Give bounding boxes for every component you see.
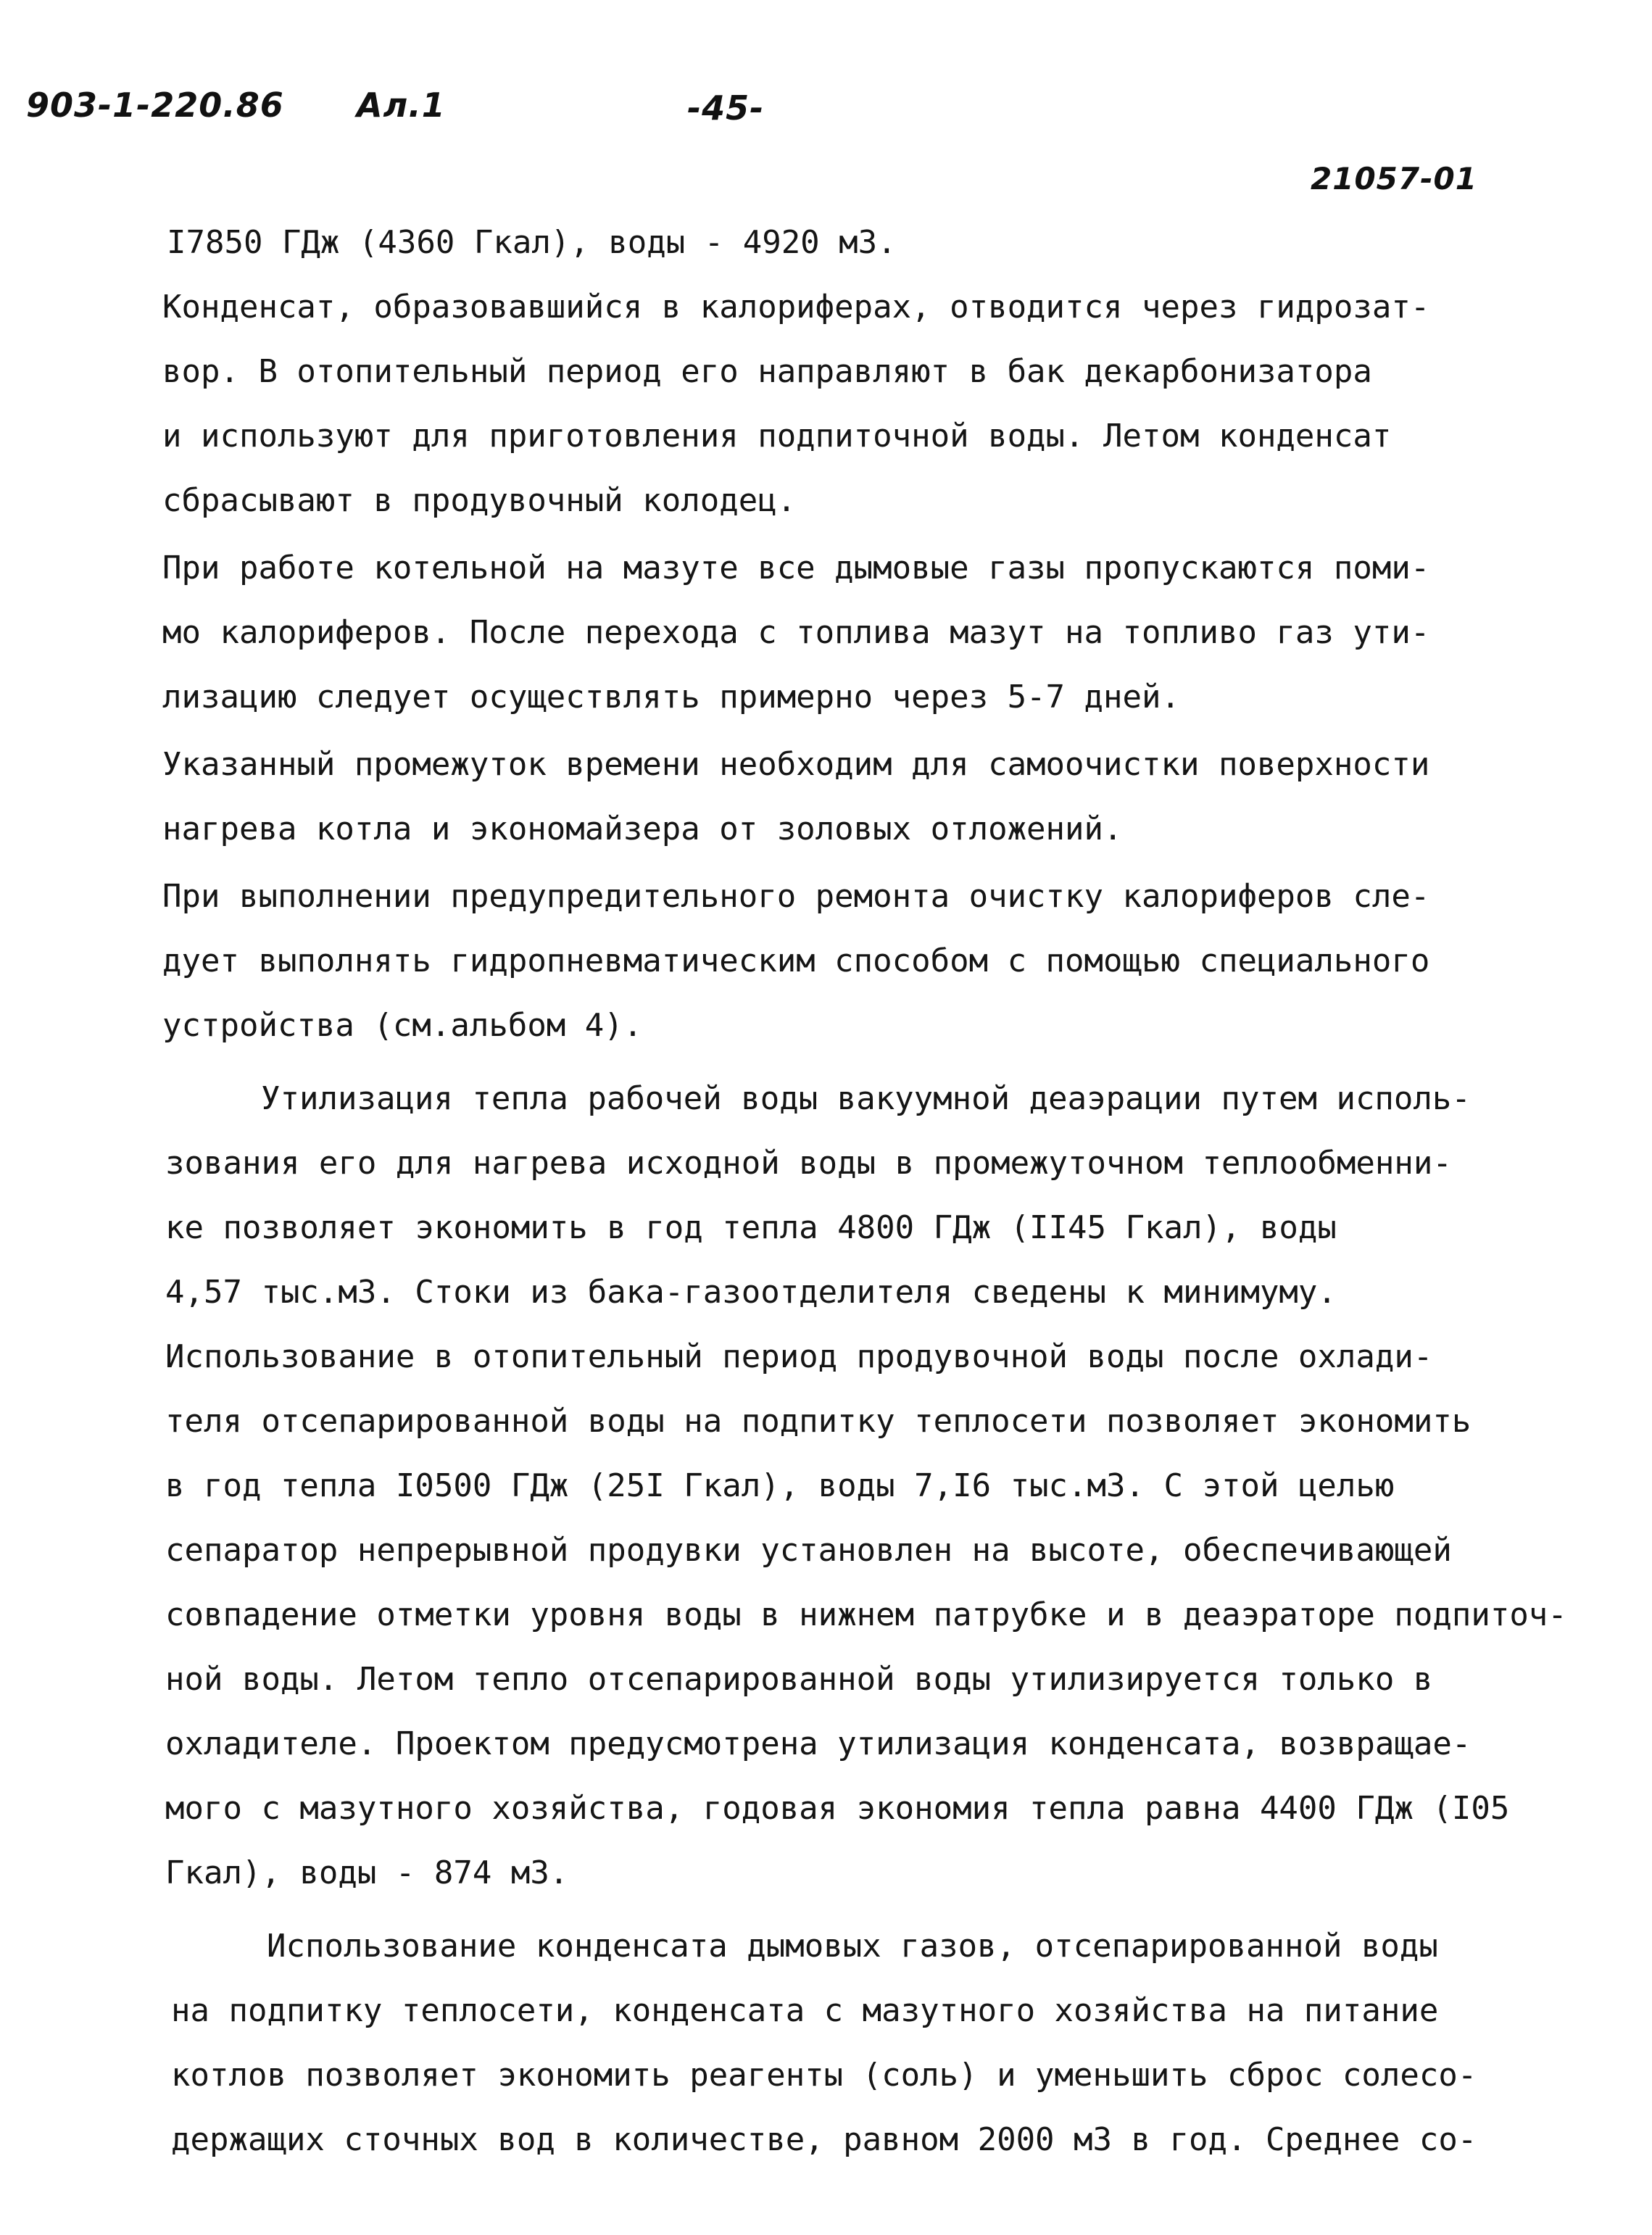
text-line: на подпитку теплосети, конденсата с мазутного хозяйства на питание xyxy=(171,1992,1439,2029)
text-line: сбрасывают в продувочный колодец. xyxy=(162,482,797,519)
text-line: держащих сточных вод в количестве, равном 2000 м3 в год. Среднее со- xyxy=(171,2121,1477,2158)
document-code: 903-1-220.86 xyxy=(26,86,284,125)
text-line: При выполнении предупредительного ремонта очистку калориферов сле- xyxy=(162,878,1430,915)
text-line: мо калориферов. После перехода с топлива мазут на топливо газ ути- xyxy=(162,614,1430,651)
text-line: в год тепла I0500 ГДж (25I Гкал), воды 7,I6 тыс.м3. С этой целью xyxy=(165,1467,1395,1504)
text-line: и используют для приготовления подпиточной воды. Летом конденсат xyxy=(162,418,1392,455)
text-line: ной воды. Летом тепло отсепарированной воды утилизируется только в xyxy=(165,1661,1433,1698)
text-line: Использование в отопительный период продувочной воды после охлади- xyxy=(165,1338,1433,1375)
text-line: охладителе. Проектом предусмотрена утилизация конденсата, возвращае- xyxy=(165,1725,1472,1762)
text-line: мого с мазутного хозяйства, годовая экономия тепла равна 4400 ГДж (I05 xyxy=(165,1790,1510,1827)
text-line: Использование конденсата дымовых газов, отсепарированной воды xyxy=(267,1928,1438,1965)
text-line: ке позволяет экономить в год тепла 4800 ГДж (II45 Гкал), воды xyxy=(165,1209,1337,1246)
text-line: дует выполнять гидропневматическим способом с помощью специального xyxy=(162,942,1430,979)
page-number: -45- xyxy=(687,88,765,128)
text-line: лизацию следует осуществлять примерно через 5-7 дней. xyxy=(162,679,1180,716)
text-line: зования его для нагрева исходной воды в промежуточном теплообменни- xyxy=(165,1145,1452,1182)
text-line: 4,57 тыс.м3. Стоки из бака-газоотделителя сведены к минимуму. xyxy=(165,1274,1337,1311)
text-line: устройства (см.альбом 4). xyxy=(162,1007,643,1044)
text-line: При работе котельной на мазуте все дымовые газы пропускаются поми- xyxy=(162,550,1430,586)
text-line: совпадение отметки уровня воды в нижнем патрубке и в деаэраторе подпиточ- xyxy=(165,1596,1567,1633)
text-line: Конденсат, образовавшийся в калориферах, отводится через гидрозат- xyxy=(162,289,1430,325)
text-line: котлов позволяет экономить реагенты (соль) и уменьшить сброс солесо- xyxy=(171,2057,1477,2094)
text-line: нагрева котла и экономайзера от золовых отложений. xyxy=(162,810,1123,847)
text-line: Гкал), воды - 874 м3. xyxy=(165,1854,569,1891)
album-number: Ал.1 xyxy=(357,86,446,125)
inventory-number: 21057-01 xyxy=(1311,161,1477,196)
text-line: сепаратор непрерывной продувки установлен на высоте, обеспечивающей xyxy=(165,1532,1452,1569)
text-line: теля отсепарированной воды на подпитку теплосети позволяет экономить xyxy=(165,1403,1472,1440)
text-line: Утилизация тепла рабочей воды вакуумной деаэрации путем исполь- xyxy=(261,1080,1471,1117)
text-line: I7850 ГДж (4360 Гкал), воды - 4920 м3. xyxy=(167,224,897,261)
text-line: Указанный промежуток времени необходим для самоочистки поверхности xyxy=(162,746,1430,783)
text-line: вор. В отопительный период его направляют в бак декарбонизатора xyxy=(162,353,1372,390)
